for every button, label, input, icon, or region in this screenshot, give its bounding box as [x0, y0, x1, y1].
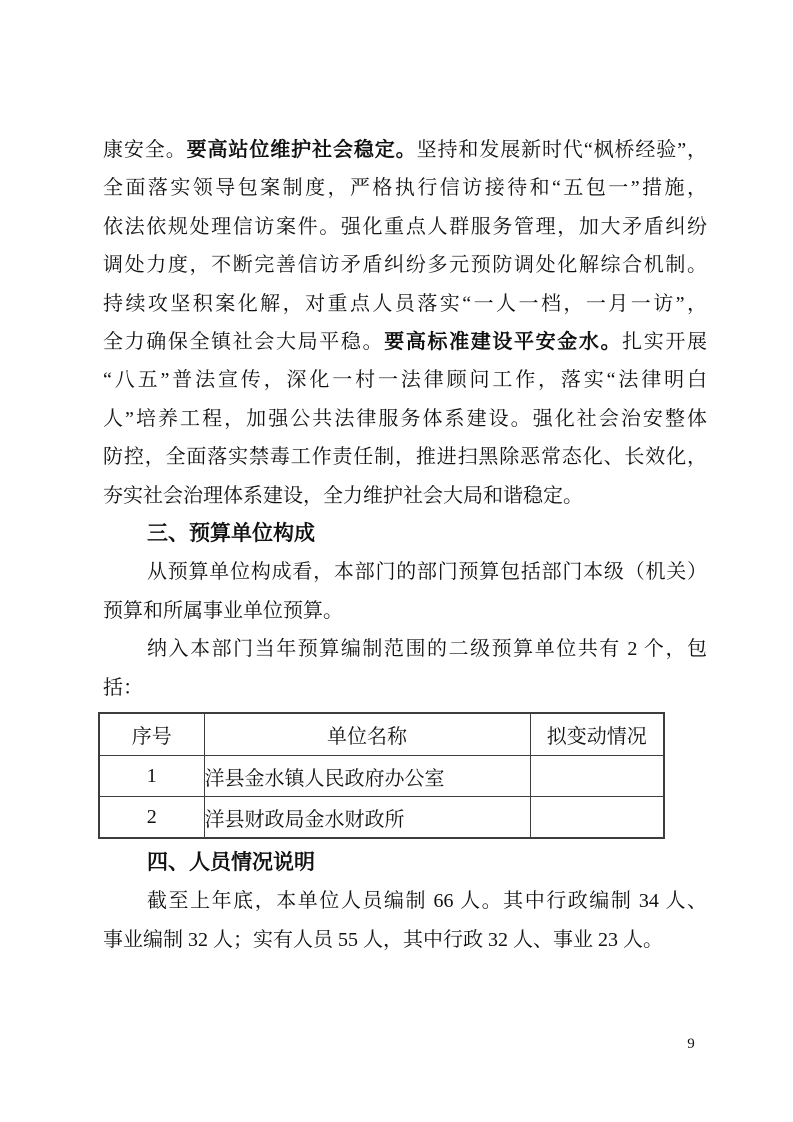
- body-text: 坚持和发展新时代“枫桥经验”，: [416, 139, 707, 161]
- body-line: 从预算单位构成看，本部门的部门预算包括部门本级（机关）: [147, 561, 707, 584]
- body-line: 人”培养工程，加强公共法律服务体系建设。强化社会治安整体: [103, 407, 707, 430]
- table-cell-change: [530, 797, 664, 839]
- section-3-block: [103, 515, 707, 707]
- body-line: 夯实社会治理体系建设，全力维护社会大局和谐稳定。: [103, 484, 583, 507]
- table-header-index: 序号: [99, 713, 204, 756]
- bold-emphasis: 要高站位维护社会稳定。: [186, 139, 417, 161]
- body-line: 截至上年底，本单位人员编制 66 人。其中行政编制 34 人、: [147, 890, 707, 913]
- table-cell-unit-name: 洋县财政局金水财政所: [204, 797, 530, 839]
- body-line: “八五”普法宣传，深化一村一法律顾问工作，落实“法律明白: [103, 369, 707, 392]
- body-line: 调处力度，不断完善信访矛盾纠纷多元预防调处化解综合机制。: [103, 254, 707, 277]
- table-cell-index: 1: [99, 756, 204, 797]
- body-text: 扎实开展: [622, 330, 708, 353]
- budget-units-table: [98, 712, 665, 839]
- table-row: [99, 756, 664, 797]
- body-line: 防控，全面落实禁毒工作责任制，推进扫黑除恶常态化、长效化，: [103, 446, 707, 469]
- body-line: 括：: [103, 676, 143, 699]
- body-line: 预算和所属事业单位预算。: [103, 599, 343, 622]
- page-number: 9: [687, 1036, 695, 1052]
- section-3-heading: 三、预算单位构成: [147, 522, 315, 545]
- body-line: 全面落实领导包案制度，严格执行信访接待和“五包一”措施，: [103, 177, 707, 200]
- body-line: 持续攻坚积案化解，对重点人员落实“一人一档，一月一访”，: [103, 292, 707, 315]
- bold-emphasis: 要高标准建设平安金水。: [384, 330, 623, 353]
- section-4-block: [103, 844, 707, 959]
- table-header-change: 拟变动情况: [530, 713, 664, 756]
- table-row: [99, 797, 664, 839]
- body-line: 事业编制 32 人；实有人员 55 人，其中行政 32 人、事业 23 人。: [103, 928, 663, 951]
- section-4-heading: 四、人员情况说明: [147, 851, 315, 874]
- table-cell-index: 2: [99, 797, 204, 839]
- table-cell-change: [530, 756, 664, 797]
- table-header-row: [99, 713, 664, 756]
- body-line: [103, 131, 707, 169]
- body-line: [103, 323, 707, 361]
- table-cell-unit-name: 洋县金水镇人民政府办公室: [204, 756, 530, 797]
- paragraph-block-1: [103, 131, 707, 515]
- body-text: 康安全。: [103, 139, 187, 161]
- body-text: 全力确保全镇社会大局平稳。: [103, 330, 385, 353]
- body-line: 纳入本部门当年预算编制范围的二级预算单位共有 2 个，包: [147, 638, 707, 661]
- body-line: 依法依规处理信访案件。强化重点人群服务管理，加大矛盾纠纷: [103, 215, 707, 238]
- table-header-unit-name: 单位名称: [204, 713, 530, 756]
